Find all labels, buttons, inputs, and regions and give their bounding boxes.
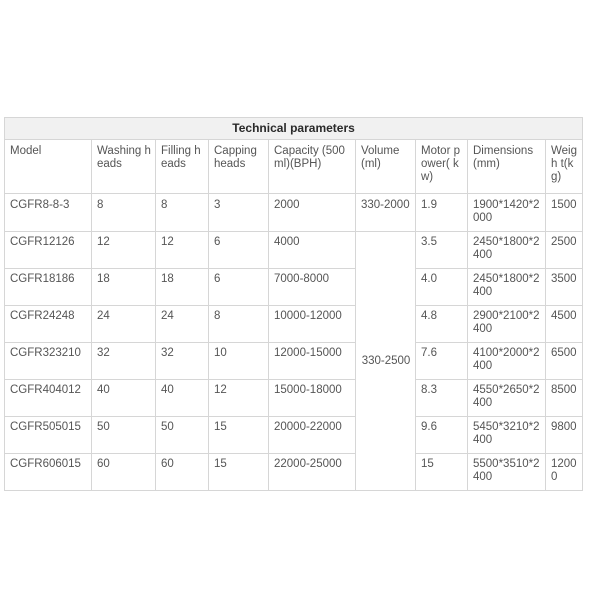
cell-motor-power: 4.8 <box>416 306 468 343</box>
cell-weight: 9800 <box>546 417 583 454</box>
cell-volume-merged: 330-2500 <box>356 232 416 491</box>
cell-capping-heads: 12 <box>209 380 269 417</box>
cell-model: CGFR505015 <box>5 417 92 454</box>
cell-washing-heads: 8 <box>92 194 156 232</box>
cell-filling-heads: 24 <box>156 306 209 343</box>
cell-capping-heads: 6 <box>209 232 269 269</box>
table-row <box>5 269 583 306</box>
table-title: Technical parameters <box>5 118 583 140</box>
header-model: Model <box>5 140 92 194</box>
header-capping-heads: Capping heads <box>209 140 269 194</box>
cell-dimensions: 2450*1800*2400 <box>468 232 546 269</box>
cell-model: CGFR323210 <box>5 343 92 380</box>
cell-weight: 6500 <box>546 343 583 380</box>
cell-filling-heads: 50 <box>156 417 209 454</box>
cell-capping-heads: 15 <box>209 417 269 454</box>
cell-capping-heads: 10 <box>209 343 269 380</box>
cell-motor-power: 1.9 <box>416 194 468 232</box>
cell-capping-heads: 15 <box>209 454 269 491</box>
header-weight: Weigh t(kg) <box>546 140 583 194</box>
cell-weight: 1500 <box>546 194 583 232</box>
header-motor-power: Motor power( kw) <box>416 140 468 194</box>
cell-dimensions: 1900*1420*2000 <box>468 194 546 232</box>
cell-capacity: 12000-15000 <box>269 343 356 380</box>
cell-capacity: 20000-22000 <box>269 417 356 454</box>
cell-filling-heads: 12 <box>156 232 209 269</box>
cell-weight: 3500 <box>546 269 583 306</box>
header-filling-heads: Filling heads <box>156 140 209 194</box>
table-row <box>5 306 583 343</box>
table-row <box>5 343 583 380</box>
cell-model: CGFR404012 <box>5 380 92 417</box>
cell-model: CGFR606015 <box>5 454 92 491</box>
table-row <box>5 454 583 491</box>
cell-weight: 4500 <box>546 306 583 343</box>
cell-motor-power: 3.5 <box>416 232 468 269</box>
cell-model: CGFR8-8-3 <box>5 194 92 232</box>
cell-capacity: 15000-18000 <box>269 380 356 417</box>
cell-capping-heads: 6 <box>209 269 269 306</box>
cell-weight: 12000 <box>546 454 583 491</box>
header-dimensions: Dimensions (mm) <box>468 140 546 194</box>
cell-washing-heads: 32 <box>92 343 156 380</box>
cell-capacity: 22000-25000 <box>269 454 356 491</box>
cell-filling-heads: 8 <box>156 194 209 232</box>
cell-motor-power: 7.6 <box>416 343 468 380</box>
cell-filling-heads: 32 <box>156 343 209 380</box>
table-header-row <box>5 140 583 194</box>
technical-parameters-table <box>4 117 583 491</box>
cell-model: CGFR24248 <box>5 306 92 343</box>
header-volume: Volume (ml) <box>356 140 416 194</box>
cell-washing-heads: 18 <box>92 269 156 306</box>
table-row <box>5 380 583 417</box>
table-row <box>5 232 583 269</box>
header-capacity: Capacity (500ml)(BPH) <box>269 140 356 194</box>
cell-motor-power: 9.6 <box>416 417 468 454</box>
technical-parameters-table-wrapper <box>4 117 582 491</box>
cell-dimensions: 5500*3510*2400 <box>468 454 546 491</box>
cell-dimensions: 2450*1800*2400 <box>468 269 546 306</box>
cell-filling-heads: 40 <box>156 380 209 417</box>
cell-model: CGFR18186 <box>5 269 92 306</box>
cell-capacity: 2000 <box>269 194 356 232</box>
cell-weight: 2500 <box>546 232 583 269</box>
cell-filling-heads: 18 <box>156 269 209 306</box>
cell-washing-heads: 24 <box>92 306 156 343</box>
cell-motor-power: 8.3 <box>416 380 468 417</box>
cell-capacity: 10000-12000 <box>269 306 356 343</box>
cell-dimensions: 5450*3210*2400 <box>468 417 546 454</box>
header-washing-heads: Washing heads <box>92 140 156 194</box>
cell-washing-heads: 60 <box>92 454 156 491</box>
cell-volume: 330-2000 <box>356 194 416 232</box>
cell-washing-heads: 50 <box>92 417 156 454</box>
cell-motor-power: 15 <box>416 454 468 491</box>
cell-capping-heads: 3 <box>209 194 269 232</box>
cell-dimensions: 4550*2650*2400 <box>468 380 546 417</box>
cell-dimensions: 2900*2100*2400 <box>468 306 546 343</box>
cell-motor-power: 4.0 <box>416 269 468 306</box>
cell-washing-heads: 12 <box>92 232 156 269</box>
cell-capacity: 7000-8000 <box>269 269 356 306</box>
cell-washing-heads: 40 <box>92 380 156 417</box>
table-row <box>5 194 583 232</box>
cell-capping-heads: 8 <box>209 306 269 343</box>
cell-filling-heads: 60 <box>156 454 209 491</box>
cell-weight: 8500 <box>546 380 583 417</box>
cell-model: CGFR12126 <box>5 232 92 269</box>
cell-dimensions: 4100*2000*2400 <box>468 343 546 380</box>
cell-capacity: 4000 <box>269 232 356 269</box>
table-row <box>5 417 583 454</box>
